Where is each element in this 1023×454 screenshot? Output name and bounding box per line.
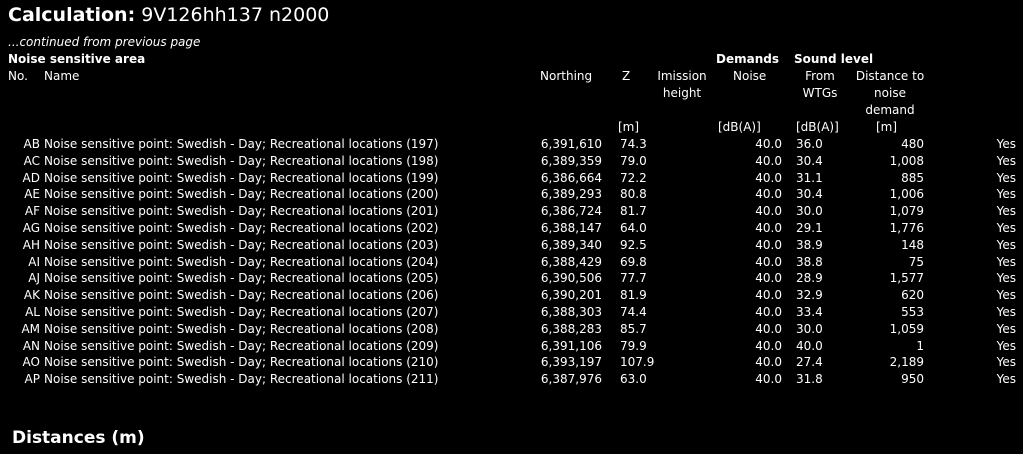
cell-ok: Yes [996,372,1016,387]
cell-noise: 40.0 [755,288,782,303]
cell-northing: 6,387,976 [540,372,602,387]
cell-id: AF [24,204,40,219]
cell-northing: 6,390,506 [540,271,602,286]
header-demands: Demands [716,52,779,66]
cell-dist: 148 [901,237,924,252]
cell-noise: 40.0 [755,153,782,168]
header-distance-noise: noise [874,86,906,100]
cell-name: Noise sensitive point: Swedish - Day; Recreational locations (199) [44,170,439,185]
cell-name: Noise sensitive point: Swedish - Day; Recreational locations (197) [44,137,439,151]
cell-name: Noise sensitive point: Swedish - Day; Recreational locations (201) [44,204,439,219]
cell-northing: 6,389,340 [540,237,602,252]
cell-id: AO [22,355,40,370]
cell-from: 40.0 [796,338,823,353]
cell-id: AP [24,372,40,387]
cell-id: AM [21,321,40,336]
cell-z: 72.2 [620,170,647,185]
table-row [0,186,1023,203]
cell-z: 81.9 [620,288,647,303]
cell-id: AN [22,338,40,353]
cell-z: 79.9 [620,338,647,353]
cell-dist: 1 [916,338,924,353]
table-row [0,136,1023,153]
unit-noise: [dB(A)] [718,120,761,134]
cell-noise: 40.0 [755,137,782,151]
table-row [0,371,1023,388]
cell-id: AD [22,170,40,185]
cell-noise: 40.0 [755,372,782,387]
cell-z: 74.3 [620,137,647,151]
header-distance: Distance to [855,69,925,83]
cell-name: Noise sensitive point: Swedish - Day; Recreational locations (207) [44,304,439,319]
cell-id: AE [24,187,40,202]
cell-noise: 40.0 [755,237,782,252]
cell-noise: 40.0 [755,254,782,269]
cell-northing: 6,388,147 [540,220,602,235]
cell-name: Noise sensitive point: Swedish - Day; Recreational locations (206) [44,288,439,303]
table-row [0,170,1023,187]
cell-dist: 885 [901,170,924,185]
cell-ok: Yes [996,153,1016,168]
header-name: Name [44,69,80,83]
cell-id: AK [23,288,40,303]
cell-z: 81.7 [620,204,647,219]
cell-dist: 75 [908,254,924,269]
cell-name: Noise sensitive point: Swedish - Day; Recreational locations (208) [44,321,439,336]
page-title [8,2,329,28]
cell-ok: Yes [996,220,1016,235]
cell-id: AB [23,137,40,151]
cell-z: 80.8 [620,187,647,202]
title-value: 9V126hh137 n2000 [141,4,330,26]
table-row [0,338,1023,355]
table-row [0,354,1023,371]
cell-northing: 6,393,197 [540,355,602,370]
cell-dist: 950 [901,372,924,387]
cell-ok: Yes [996,304,1016,319]
section-title: Noise sensitive area [8,52,146,66]
table-row [0,237,1023,254]
cell-dist: 553 [901,304,924,319]
cell-from: 38.9 [796,237,823,252]
cell-from: 30.0 [796,204,823,219]
header-z: Z [622,69,631,83]
unit-from: [dB(A)] [796,120,839,134]
cell-name: Noise sensitive point: Swedish - Day; Recreational locations (209) [44,338,439,353]
cell-z: 92.5 [620,237,647,252]
cell-dist: 620 [901,288,924,303]
unit-distance: [m] [876,120,898,134]
header-noise: Noise [733,69,767,83]
header-distance-demand: demand [865,103,915,117]
header-no: No. [8,69,28,83]
cell-from: 30.4 [796,153,823,168]
table-body [0,136,1023,388]
cell-from: 33.4 [796,304,823,319]
cell-z: 74.4 [620,304,647,319]
table-row [0,270,1023,287]
cell-id: AC [23,153,40,168]
cell-northing: 6,389,359 [540,153,602,168]
cell-from: 31.1 [796,170,823,185]
cell-dist: 1,006 [889,187,924,202]
title-label: Calculation: [8,4,136,26]
cell-from: 27.4 [796,355,823,370]
cell-z: 107.9 [620,355,655,370]
header-from: From [805,69,835,83]
cell-from: 28.9 [796,271,823,286]
table-row [0,203,1023,220]
cell-dist: 1,008 [889,153,924,168]
cell-northing: 6,388,303 [540,304,602,319]
table-row [0,220,1023,237]
cell-northing: 6,386,664 [540,170,602,185]
cell-noise: 40.0 [755,271,782,286]
cell-northing: 6,389,293 [540,187,602,202]
cell-ok: Yes [996,137,1016,151]
cell-name: Noise sensitive point: Swedish - Day; Recreational locations (210) [44,355,439,370]
cell-dist: 1,059 [889,321,924,336]
cell-z: 64.0 [620,220,647,235]
cell-noise: 40.0 [755,355,782,370]
cell-ok: Yes [996,187,1016,202]
cell-z: 77.7 [620,271,647,286]
cell-ok: Yes [996,254,1016,269]
cell-dist: 1,776 [889,220,924,235]
cell-from: 32.9 [796,288,823,303]
cell-ok: Yes [996,237,1016,252]
distances-heading: Distances (m) [12,428,145,448]
cell-name: Noise sensitive point: Swedish - Day; Recreational locations (198) [44,153,439,168]
cell-from: 30.0 [796,321,823,336]
cell-z: 63.0 [620,372,647,387]
cell-from: 31.8 [796,372,823,387]
cell-ok: Yes [996,355,1016,370]
table-row [0,321,1023,338]
cell-ok: Yes [996,170,1016,185]
cell-z: 85.7 [620,321,647,336]
cell-northing: 6,391,610 [540,137,602,151]
cell-name: Noise sensitive point: Swedish - Day; Recreational locations (211) [44,372,439,387]
cell-name: Noise sensitive point: Swedish - Day; Recreational locations (204) [44,254,439,269]
cell-noise: 40.0 [755,321,782,336]
cell-northing: 6,386,724 [540,204,602,219]
cell-northing: 6,391,106 [540,338,602,353]
cell-name: Noise sensitive point: Swedish - Day; Recreational locations (200) [44,187,439,202]
header-imission-height: height [662,86,702,100]
cell-id: AG [22,220,40,235]
cell-name: Noise sensitive point: Swedish - Day; Recreational locations (203) [44,237,439,252]
cell-id: AL [25,304,40,319]
cell-ok: Yes [996,338,1016,353]
cell-ok: Yes [996,271,1016,286]
cell-noise: 40.0 [755,170,782,185]
cell-ok: Yes [996,321,1016,336]
cell-dist: 2,189 [889,355,924,370]
cell-dist: 480 [901,137,924,151]
cell-ok: Yes [996,204,1016,219]
cell-noise: 40.0 [755,187,782,202]
table-row [0,304,1023,321]
cell-name: Noise sensitive point: Swedish - Day; Recreational locations (205) [44,271,439,286]
header-from-wtgs: WTGs [802,86,838,100]
table-row [0,153,1023,170]
header-imission: Imission [657,69,707,83]
cell-from: 30.4 [796,187,823,202]
cell-id: AH [22,237,40,252]
cell-id: AI [28,254,40,269]
cell-z: 69.8 [620,254,647,269]
cell-noise: 40.0 [755,304,782,319]
cell-noise: 40.0 [755,220,782,235]
cell-from: 38.8 [796,254,823,269]
header-northing: Northing [540,69,593,83]
table-row [0,287,1023,304]
cell-northing: 6,388,429 [540,254,602,269]
continued-note: ...continued from previous page [8,35,201,49]
cell-northing: 6,388,283 [540,321,602,336]
cell-name: Noise sensitive point: Swedish - Day; Recreational locations (202) [44,220,439,235]
unit-z: [m] [618,120,640,134]
header-sound-level: Sound level [794,52,874,66]
table-row [0,254,1023,271]
cell-ok: Yes [996,288,1016,303]
cell-z: 79.0 [620,153,647,168]
cell-from: 36.0 [796,137,823,151]
cell-dist: 1,079 [889,204,924,219]
cell-from: 29.1 [796,220,823,235]
cell-id: AJ [28,271,40,286]
cell-noise: 40.0 [755,338,782,353]
cell-northing: 6,390,201 [540,288,602,303]
cell-noise: 40.0 [755,204,782,219]
cell-dist: 1,577 [889,271,924,286]
